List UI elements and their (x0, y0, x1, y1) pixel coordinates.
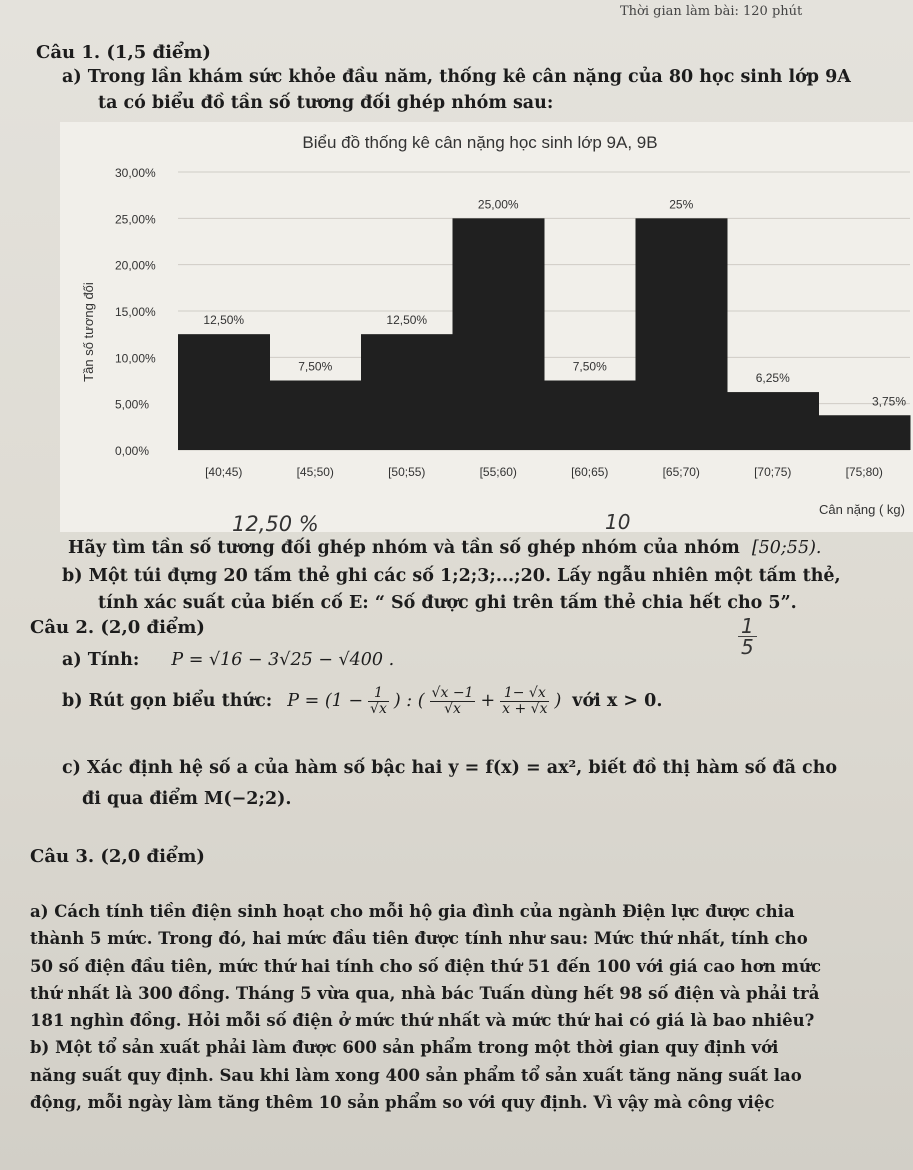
q2-b-fraction-2 (430, 686, 476, 718)
q2-a-expression: P = √16 − 3√25 − √400 . (171, 650, 395, 670)
chart-data-label: 12,50% (203, 313, 245, 328)
q1-a-line1: a) Trong lần khám sức khỏe đầu năm, thống kê cân nặng của 80 học sinh lớp 9A (62, 67, 851, 87)
chart-x-tick-label: [55;60) (479, 465, 517, 479)
q1-title: Câu 1. (1,5 điểm) (36, 42, 211, 63)
chart-x-axis-label: Cân nặng ( kg) (819, 502, 905, 517)
chart-data-label: 3,75% (871, 394, 906, 409)
q3-line-0: a) Cách tính tiền điện sinh hoạt cho mỗi hộ gia đình của ngành Điện lực được chia (30, 902, 795, 921)
chart-x-tick-label: [50;55) (388, 465, 426, 479)
q2-b-fraction-3-den: x + √x (502, 701, 548, 718)
chart-y-tick-label: 15,00% (115, 305, 156, 319)
chart-bar (178, 334, 270, 450)
chart-data-label: 25% (669, 197, 694, 212)
chart-y-tick-label: 5,00% (115, 397, 150, 412)
handwritten-note-1: 12,50 % (232, 512, 319, 536)
handwritten-fraction-den: 5 (741, 635, 754, 659)
chart-y-tick-label: 10,00% (115, 351, 156, 366)
chart-x-tick-label: [45;50) (296, 465, 334, 479)
q2-b-close: ) (554, 690, 562, 711)
handwritten-fraction-num: 1 (738, 616, 757, 637)
chart-title: Biểu đồ thống kê cân nặng học sinh lớp 9A, 9B (302, 133, 658, 152)
q3-line-2: 50 số điện đầu tiên, mức thứ hai tính cho số điện thứ 51 đến 100 với giá cao hơn mức (30, 956, 822, 976)
q1-b-line1: b) Một túi đựng 20 tấm thẻ ghi các số 1;2;3;...;20. Lấy ngẫu nhiên một tấm thẻ, (62, 566, 841, 586)
chart-x-tick-label: [60;65) (571, 465, 609, 479)
chart-bar (727, 392, 819, 450)
q2-b-fraction-3 (500, 686, 549, 718)
q2-a-label: a) Tính: (62, 650, 140, 670)
q1-b-line2: tính xác suất của biến cố E: “ Số được ghi trên tấm thẻ chia hết cho 5”. (98, 593, 797, 613)
q2-a (62, 650, 394, 672)
q2-b-label: b) Rút gọn biểu thức: (62, 690, 273, 711)
chart-bar (270, 381, 362, 451)
q3-line-3: thứ nhất là 300 đồng. Tháng 5 vừa qua, nhà bác Tuấn dùng hết 98 số điện và phải trả (30, 983, 820, 1003)
q2-b-fraction-1 (368, 686, 389, 718)
q2-b-fraction-3-num: 1− √x (500, 686, 549, 702)
chart-y-tick-label: 30,00% (115, 166, 156, 180)
q3-line-7: động, mỗi ngày làm tăng thêm 10 sản phẩm so với quy định. Vì vậy mà công việc (30, 1093, 775, 1113)
q3-line-1: thành 5 mức. Trong đó, hai mức đầu tiên được tính như sau: Mức thứ nhất, tính cho (30, 929, 808, 949)
q1-task-text: Hãy tìm tần số tương đối ghép nhóm và tần số ghép nhóm của nhóm (68, 538, 740, 558)
q2-c-line1: c) Xác định hệ số a của hàm số bậc hai y = f(x) = ax², biết đồ thị hàm số đã cho (62, 758, 838, 778)
chart-data-label: 12,50% (386, 313, 428, 328)
chart-x-tick-label: [75;80) (845, 465, 883, 479)
handwritten-note-2: 10 (605, 510, 631, 534)
q3-line-4: 181 nghìn đồng. Hỏi mỗi số điện ở mức thứ nhất và mức thứ hai có giá là bao nhiêu? (30, 1011, 815, 1031)
handwritten-fraction (738, 616, 757, 657)
q1-a-line2: ta có biểu đồ tần số tương đối ghép nhóm sau: (98, 93, 554, 113)
chart-bar (453, 218, 545, 450)
relative-frequency-chart (60, 122, 913, 532)
chart-bar (544, 381, 636, 451)
time-note: Thời gian làm bài: 120 phút (620, 4, 803, 19)
chart-data-label: 7,50% (298, 359, 333, 374)
chart-bar (636, 218, 728, 450)
q1-task (68, 538, 821, 560)
q1-task-group: [50;55). (751, 538, 822, 558)
chart-bar (819, 415, 911, 450)
q2-b-p: P = (1 − (287, 690, 364, 711)
q2-b-fraction-1-num: 1 (368, 686, 389, 702)
q2-b-condition: với x > 0. (572, 690, 663, 711)
chart-bar (361, 334, 453, 450)
chart-y-tick-label: 20,00% (115, 258, 156, 273)
chart-y-tick-label: 25,00% (115, 212, 156, 227)
chart-x-tick-label: [40;45) (205, 465, 243, 479)
chart-y-tick-label: 0,00% (115, 444, 150, 458)
chart-x-tick-label: [65;70) (662, 465, 700, 479)
q2-b-fraction-2-num: √x −1 (431, 685, 474, 701)
q3-line-6: năng suất quy định. Sau khi làm xong 400 sản phẩm tổ sản xuất tăng năng suất lao (30, 1065, 802, 1085)
q3-line-5: b) Một tổ sản xuất phải làm được 600 sản phẩm trong một thời gian quy định với (30, 1038, 779, 1058)
q2-title: Câu 2. (2,0 điểm) (30, 617, 205, 638)
q2-c-line2: đi qua điểm M(−2;2). (82, 789, 292, 809)
chart-y-axis-label: Tần số tương đối (81, 282, 96, 382)
q3-title: Câu 3. (2,0 điểm) (30, 846, 205, 867)
q3-body (30, 898, 890, 1116)
q2-b-fraction-2-den: √x (444, 701, 461, 718)
chart-data-label: 7,50% (572, 359, 607, 374)
q2-b-plus: + (480, 690, 496, 711)
q2-b-mid: ) : ( (393, 690, 425, 711)
chart-data-label: 6,25% (755, 371, 790, 386)
chart-x-tick-label: [70;75) (754, 465, 792, 479)
chart-data-label: 25,00% (477, 197, 519, 212)
q2-b-fraction-1-den: √x (370, 701, 387, 718)
q2-b (62, 686, 662, 718)
